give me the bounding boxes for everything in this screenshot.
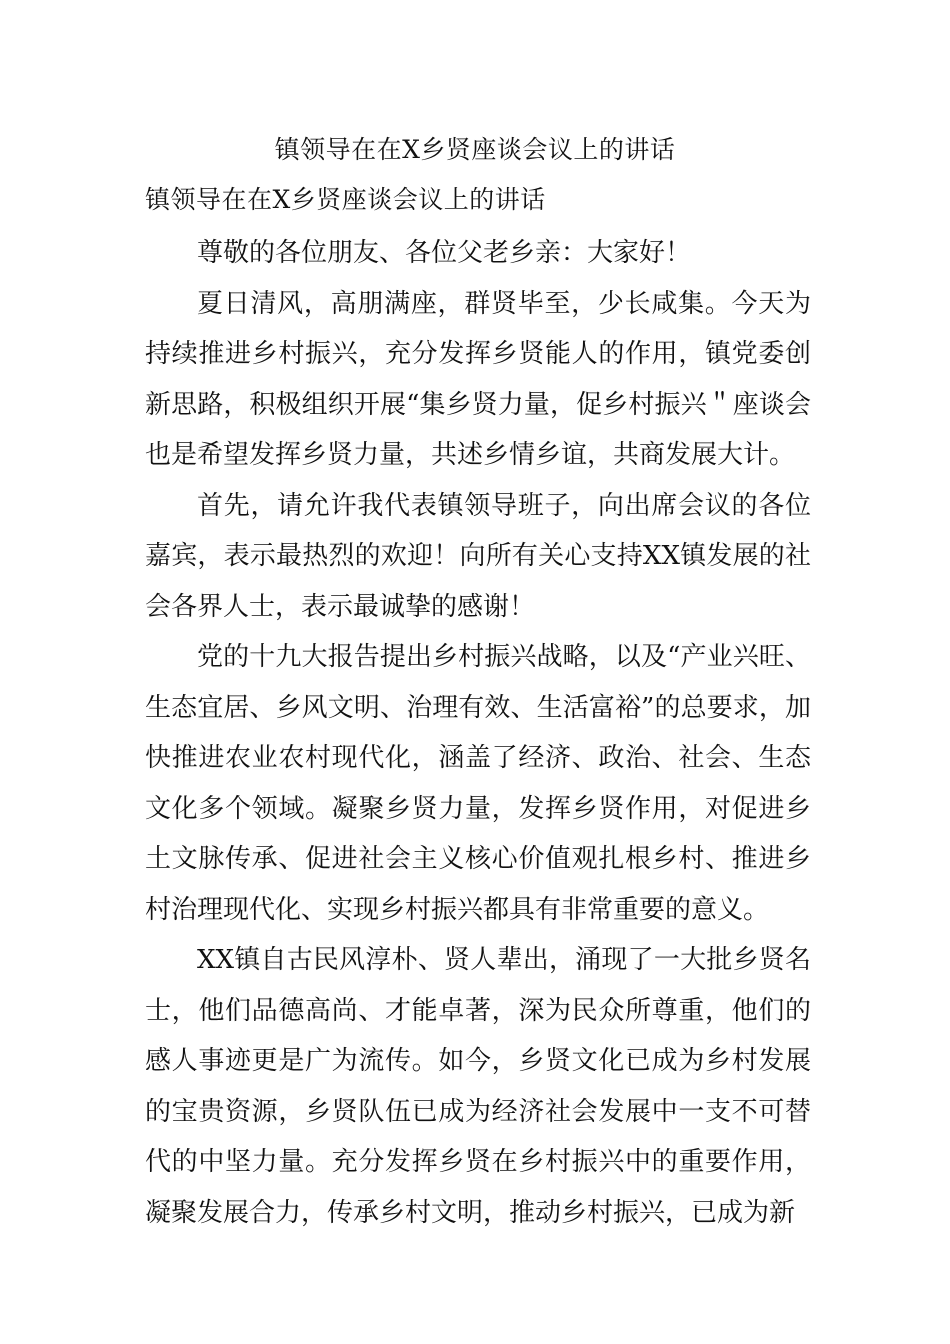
paragraph-opening: 夏日清风，高朋满座，群贤毕至，少长咸集。今天为持续推进乡村振兴，充分发挥乡贤能人的作用，镇党委创新思路，积极组织开展“集乡贤力量，促乡村振兴＂座谈会也是希望发挥乡贤力量，共述乡情乡谊，共商发展大计。 [145, 288, 811, 470]
document-body [145, 228, 811, 1238]
paragraph-strategy: 党的十九大报告提出乡村振兴战略，以及“产业兴旺、生态宜居、乡风文明、治理有效、生活富裕”的总要求，加快推进农业农村现代化，涵盖了经济、政治、社会、生态文化多个领域。凝聚乡贤力量，发挥乡贤作用，对促进乡土文脉传承、促进社会主义核心价值观扎根乡村、推进乡村治理现代化、实现乡村振兴都具有非常重要的意义。 [145, 642, 811, 925]
page-title: 镇领导在在X乡贤座谈会议上的讲话 [274, 135, 676, 164]
document-subtitle: 镇领导在在X乡贤座谈会议上的讲话 [145, 185, 546, 214]
paragraph-welcome: 首先，请允许我代表镇领导班子，向出席会议的各位嘉宾，表示最热烈的欢迎！向所有关心支持XX镇发展的社会各界人士，表示最诚挚的感谢！ [145, 490, 811, 622]
paragraph-greeting: 尊敬的各位朋友、各位父老乡亲：大家好！ [197, 238, 692, 268]
paragraph-history: XX镇自古民风淳朴、贤人辈出，涌现了一大批乡贤名士，他们品德高尚、才能卓著，深为民众所尊重，他们的感人事迹更是广为流传。如今，乡贤文化已成为乡村发展的宝贵资源，乡贤队伍已成为经济社会发展中一支不可替代的中坚力量。充分发挥乡贤在乡村振兴中的重要作用，凝聚发展合力，传承乡村文明，推动乡村振兴，已成为新 [145, 945, 811, 1228]
